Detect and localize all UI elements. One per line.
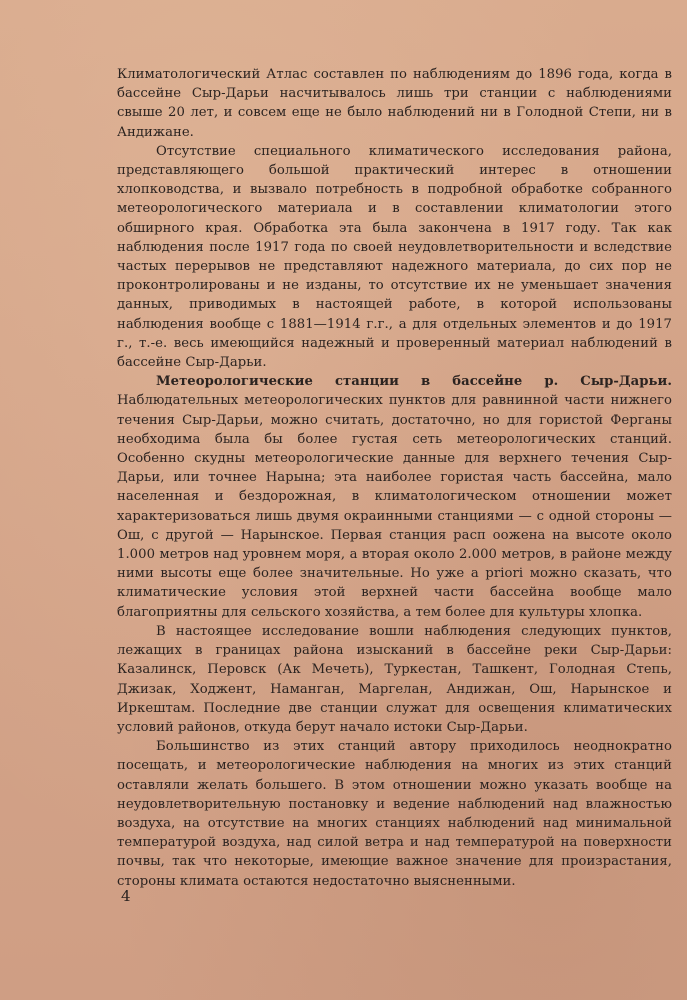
paragraph-5-text: Большинство из этих станций автору приходилось неоднократно посещать, и метеорологические наблюдения на многих из этих станций оставляли желать большего. В этом отношении можно указать вообще на неудовлетворительную постановку и ведение наблюдений над влажностью воздуха, на отсутствие на многих станциях наблюдений над минимальной температурой воздуха, над силой ветра и над температурой на поверхности почвы, так что некоторые, имеющие важное значение для произрастания, стороны климата остаются недостаточно выясненными. xyxy=(117,739,672,889)
paragraph-3 xyxy=(117,372,672,622)
paragraph-1-text: Климатологический Атлас составлен по наблюдениям до 1896 года, когда в бассейне Сыр-Дарьи насчитывалось лишь три станции с наблюдениями свыше 20 лет, и совсем еще не было наблюдений ни в Голодной Степи, ни в Андижане. xyxy=(117,67,672,140)
paragraph-2-text: Отсутствие специального климатического исследования района, представляющего большой практический интерес в отношении хлопководства, и вызвало потребность в подробной обработке собранного метеорологического материала и в составлении климатологии этого обширного края. Обработка эта была закончена в 1917 году. Так как наблюдения после 1917 года по своей неудовлетворительности и вследствие частых перерывов не представляют надежного материала, до сих пор не проконтролированы и не изданы, то отсутствие их не уменьшает значения данных, приводимых в настоящей работе, в которой использованы наблюдения вообще с 1881—1914 г.г., а для отдельных элементов и до 1917 г., т.-е. весь имеющийся надежный и проверенный материал наблюдений в бассейне Сыр-Дарьи. xyxy=(117,143,672,371)
body-text xyxy=(117,65,672,891)
paragraph-1 xyxy=(117,65,672,142)
page-number: 4 xyxy=(121,887,131,905)
paragraph-3-text: Наблюдательных метеорологических пунктов для равнинной части нижнего течения Сыр-Дарьи, можно считать, достаточно, но для гористой Ферганы необходима была бы более густая сеть метеорологических станций. Особенно скудны метеорологические данные для верхнего течения Сыр-Дарьи, или точнее Нарына; эта наиболее гористая часть бассейна, мало населенная и бездорожная, в климатологическом отношении может характеризоваться лишь двумя окраинными станциями — с одной стороны — Ош, с другой — Нарынское. Первая станция расп оожена на высоте около 1.000 метров над уровнем моря, а вторая около 2.000 метров, в районе между ними высоты еще более значительные. Но уже a priori можно сказать, что климатические условия этой верхней части бассейна вообще мало благоприятны для сельского хозяйства, а тем более для культуры хлопка. xyxy=(117,393,672,620)
paragraph-2 xyxy=(117,142,672,372)
paragraph-4 xyxy=(117,622,672,737)
paragraph-5 xyxy=(117,737,672,891)
section-heading: Метеорологические станции в бассейне р. Сыр-Дарьи. xyxy=(156,374,672,390)
paragraph-4-text: В настоящее исследование вошли наблюдения следующих пунктов, лежащих в границах района изысканий в бассейне реки Сыр-Дарьи: Казалинск, Перовск (Ак Мечеть), Туркестан, Ташкент, Голодная Степь, Джизак, Ходжент, Наманган, Маргелан, Андижан, Ош, Нарынское и Иркештам. Последние две станции служат для освещения климатических условий районов, откуда берут начало истоки Сыр-Дарьи. xyxy=(117,623,672,735)
